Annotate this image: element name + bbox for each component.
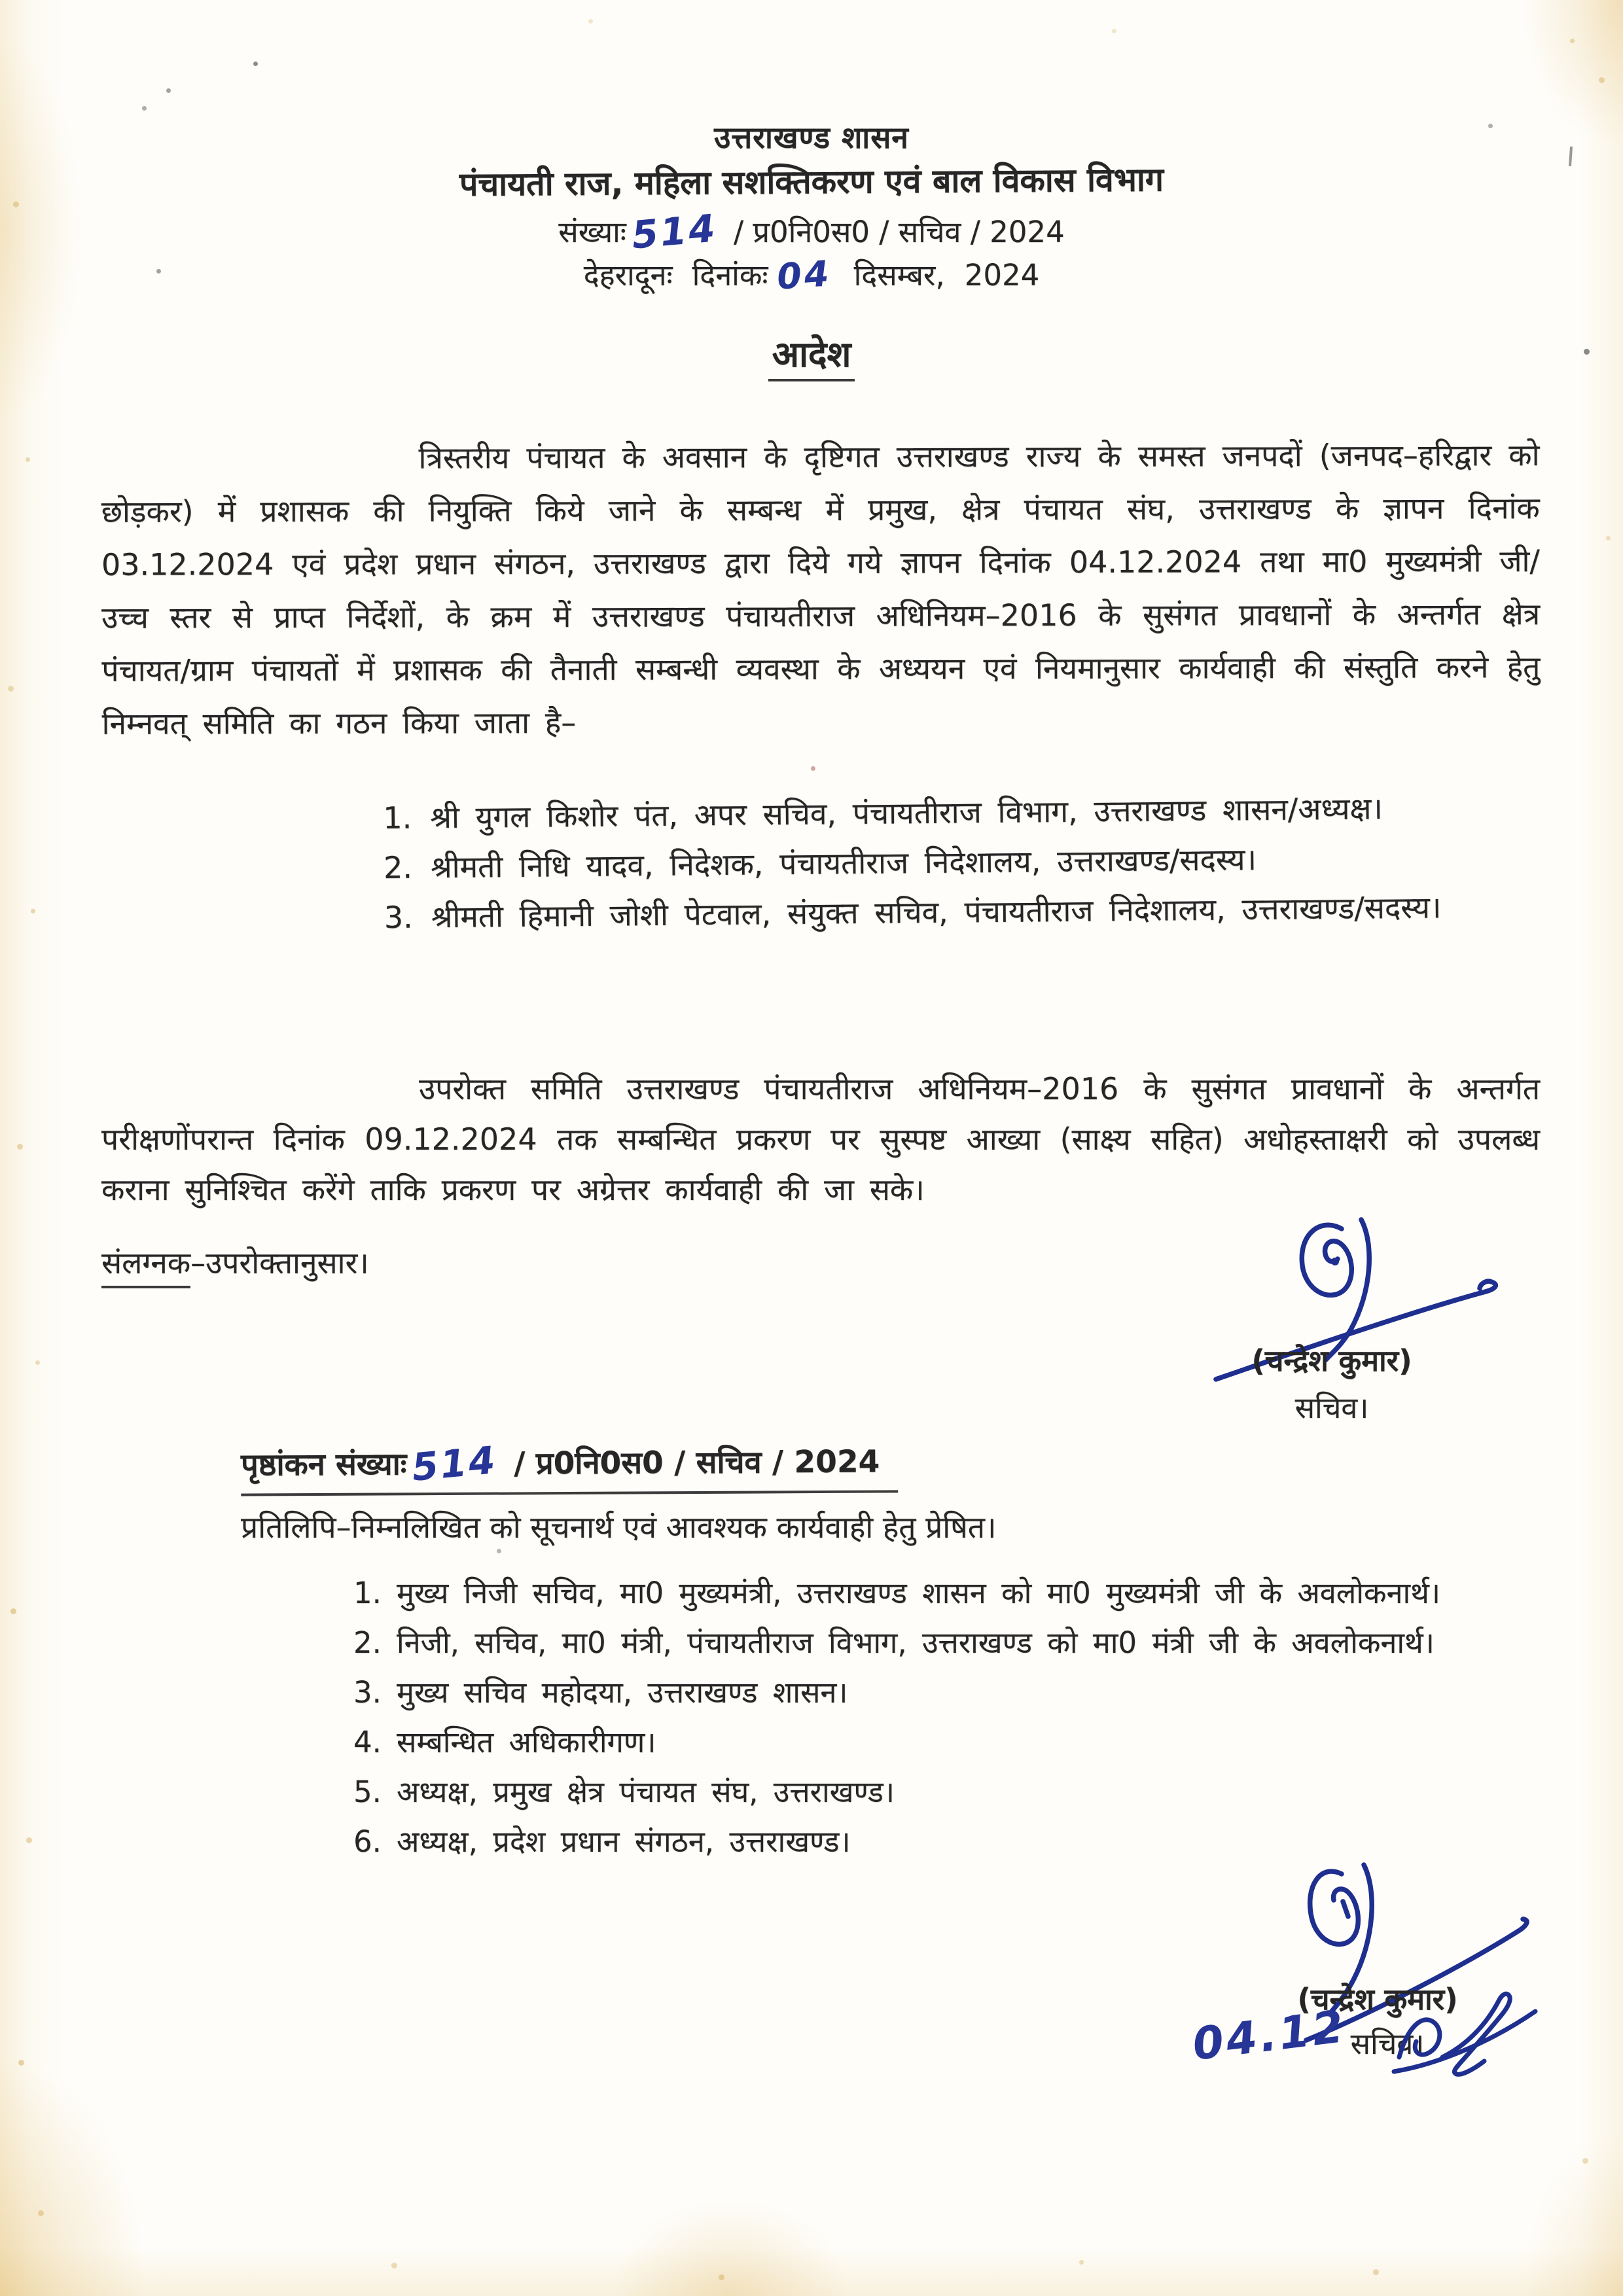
committee-list xyxy=(383,782,1539,942)
list-number: 1. xyxy=(353,1576,382,1610)
handwritten-date-flourish xyxy=(1387,1973,1544,2085)
signatory-name-bottom: (चन्द्रेश कुमार) xyxy=(1297,1982,1458,2017)
handwritten-reference-number: 514 xyxy=(630,205,719,258)
department-name: पंचायती राज, महिला सशक्तिकरण एवं बाल विकास विभाग xyxy=(459,160,1164,203)
list-text: अध्यक्ष, प्रमुख क्षेत्र पंचायत संघ, उत्तराखण्ड। xyxy=(397,1775,895,1809)
copy-item xyxy=(353,1718,1541,1766)
list-number: 1. xyxy=(383,800,412,836)
endorsement-suffix: / प्र0नि0स0 / सचिव / 2024 xyxy=(514,1443,880,1482)
list-text: मुख्य निजी सचिव, मा0 मुख्यमंत्री, उत्तराखण्ड शासन को मा0 मुख्यमंत्री जी के अवलोकनार्थ। xyxy=(397,1576,1440,1610)
signatory-designation-bottom: सचिव। xyxy=(1350,2026,1425,2061)
reference-number-label: संख्याः xyxy=(558,215,626,249)
copy-distribution-heading: प्रतिलिपि–निम्नलिखित को सूचनार्थ एवं आवश्यक कार्यवाही हेतु प्रेषित। xyxy=(241,1510,997,1545)
list-number: 6. xyxy=(353,1824,382,1859)
place-date-line xyxy=(92,253,1531,298)
instruction-paragraph: उपरोक्त समिति उत्तराखण्ड पंचायतीराज अधिनियम–2016 के सुसंगत प्रावधानों के अन्तर्गत परीक्षणोंपरान्त दिनांक 09.12.2024 तक सम्बन्धित प्रकरण पर सुस्पष्ट आख्या (साक्ष्य सहित) अधोहस्ताक्षरी को उपलब्ध कराना सुनिश्चित करेंगे ताकि प्रकरण पर अग्रेत्तर कार्यवाही की जा सके। xyxy=(101,1071,1540,1207)
enclosure-label: संलग्नक xyxy=(101,1245,190,1288)
order-body-paragraph: त्रिस्तरीय पंचायत के अवसान के दृष्टिगत उत्तराखण्ड राज्य के समस्त जनपदों (जनपद–हरिद्वार को छोड़कर) में प्रशासक की नियुक्ति किये जाने के सम्बन्ध में प्रमुख, क्षेत्र पंचायत संघ, उत्तराखण्ड के ज्ञापन दिनांक 03.12.2024 एवं प्रदेश प्रधान संगठन, उत्तराखण्ड द्वारा दिये गये ज्ञापन दिनांक 04.12.2024 तथा मा0 मुख्यमंत्री जी/उच्च स्तर से प्राप्त निर्देशों, के क्रम में उत्तराखण्ड पंचायतीराज अधिनियम–2016 के सुसंगत प्रावधानों के अन्तर्गत क्षेत्र पंचायत/ग्राम पंचायतों में प्रशासक की तैनाती सम्बन्धी व्यवस्था के अध्ययन एवं नियमानुसार कार्यवाही की संस्तुति करने हेतु निम्नवत् समिति का गठन किया जाता है– xyxy=(101,437,1541,741)
handwritten-dispatch-date: 04.12 xyxy=(1190,2000,1349,2072)
list-number: 3. xyxy=(383,899,413,935)
committee-item xyxy=(383,881,1539,942)
signatory-designation: सचिव। xyxy=(1294,1390,1369,1425)
government-name: उत्तराखण्ड शासन xyxy=(714,120,909,155)
copy-item xyxy=(353,1619,1541,1667)
reference-number-suffix: / प्र0नि0स0 / सचिव / 2024 xyxy=(733,215,1065,249)
enclosure-line xyxy=(101,1242,369,1282)
copy-item xyxy=(353,1569,1541,1617)
order-heading: आदेश xyxy=(92,328,1531,377)
list-text: श्रीमती निधि यादव, निदेशक, पंचायतीराज निदेशालय, उत्तराखण्ड/सदस्य। xyxy=(430,841,1257,885)
list-text: अध्यक्ष, प्रदेश प्रधान संगठन, उत्तराखण्ड। xyxy=(397,1824,851,1859)
list-number: 2. xyxy=(383,849,413,885)
scan-noise-specks xyxy=(0,0,3,3)
date-suffix: दिसम्बर, 2024 xyxy=(853,258,1040,292)
copy-item xyxy=(353,1669,1541,1716)
list-text: निजी, सचिव, मा0 मंत्री, पंचायतीराज विभाग, उत्तराखण्ड को मा0 मंत्री जी के अवलोकनार्थ। xyxy=(397,1625,1435,1660)
copy-item xyxy=(353,1768,1541,1816)
endorsement-number-line xyxy=(241,1436,899,1496)
endorsement-label: पृष्ठांकन संख्याः xyxy=(240,1446,407,1483)
place-date-label: देहरादूनः दिनांकः xyxy=(583,258,768,292)
list-number: 5. xyxy=(353,1775,382,1809)
enclosure-text: –उपरोक्तानुसार। xyxy=(190,1245,369,1280)
signatory-name: (चन्द्रेश कुमार) xyxy=(1251,1343,1412,1378)
list-text: श्रीमती हिमानी जोशी पेटवाल, संयुक्त सचिव, पंचायतीराज निदेशालय, उत्तराखण्ड/सदस्य। xyxy=(431,889,1442,935)
list-text: सम्बन्धित अधिकारीगण। xyxy=(397,1725,656,1759)
list-number: 2. xyxy=(353,1625,382,1660)
handwritten-endorsement-number: 514 xyxy=(410,1438,499,1490)
list-number: 4. xyxy=(353,1725,382,1759)
margin-stray-mark xyxy=(1569,147,1573,166)
list-text: श्री युगल किशोर पंत, अपर सचिव, पंचायतीराज विभाग, उत्तराखण्ड शासन/अध्यक्ष। xyxy=(430,790,1383,836)
handwritten-date-day: 04 xyxy=(776,253,833,298)
reference-number-line xyxy=(92,205,1531,258)
copy-distribution-list xyxy=(353,1569,1541,1867)
list-text: मुख्य सचिव महोदया, उत्तराखण्ड शासन। xyxy=(397,1675,848,1710)
list-number: 3. xyxy=(353,1675,382,1710)
